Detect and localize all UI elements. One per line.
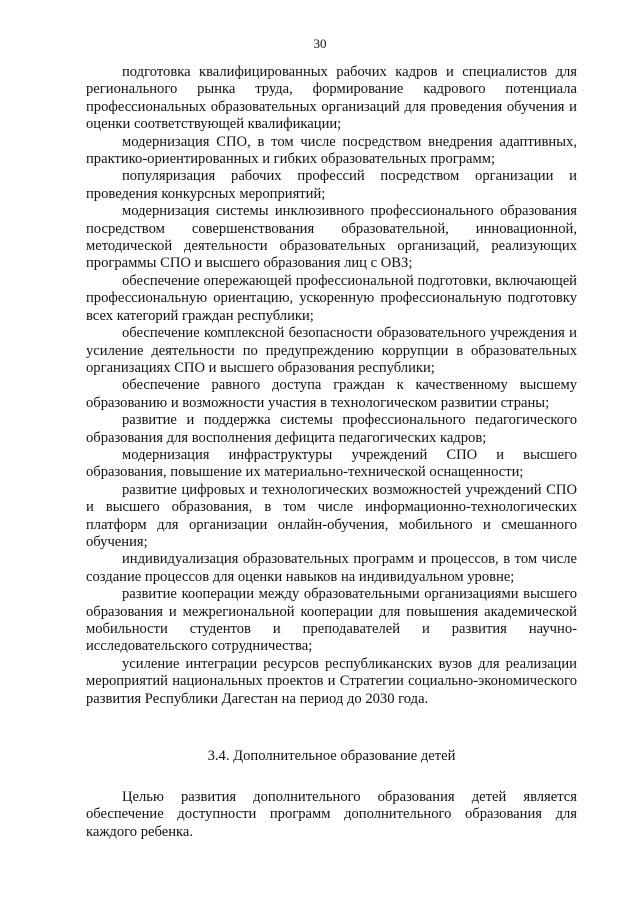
- section-paragraph: Целью развития дополнительного образования детей является обеспечение доступности программ дополнительного образования для каждого ребенка.: [86, 789, 577, 840]
- list-item: развитие кооперации между образовательными организациями высшего образования и межрегиональной кооперации для повышения академической мобильности студентов и преподавателей и развития научно-исследовательского сотрудничества;: [86, 586, 577, 655]
- list-item: усиление интеграции ресурсов республиканских вузов для реализации мероприятий национальных проектов и Стратегии социально-экономического развития Республики Дагестан на период до 2030 года.: [86, 655, 577, 707]
- section-body: [86, 789, 577, 841]
- list-item: обеспечение комплексной безопасности образовательного учреждения и усиление деятельности по предупреждению коррупции в образовательных организациях СПО и высшего образования республики;: [86, 325, 577, 376]
- list-item: модернизация системы инклюзивного профессионального образования посредством совершенствования образовательной, инновационной, методической деятельности образовательных организаций, реализующих программы СПО и высшего образования лиц с ОВЗ;: [86, 203, 577, 272]
- list-item: модернизация инфраструктуры учреждений СПО и высшего образования, повышение их материально-технической оснащенности;: [86, 446, 577, 481]
- list-item: развитие цифровых и технологических возможностей учреждений СПО и высшего образования, в том числе информационно-технологических платформ для организации онлайн-обучения, мобильного и смешанного обучения;: [86, 481, 577, 550]
- list-item: популяризация рабочих профессий посредством организации и проведения конкурсных мероприятий;: [86, 168, 577, 202]
- list-item: модернизация СПО, в том числе посредством внедрения адаптивных, практико-ориентированных и гибких образовательных программ;: [86, 133, 577, 168]
- page-number: 30: [313, 36, 327, 51]
- list-item: подготовка квалифицированных рабочих кадров и специалистов для регионального рынка труда, формирование кадрового потенциала профессиональных образовательных организаций для проведения обучения и оценки соответствующей квалификации;: [86, 64, 577, 133]
- list-item: обеспечение опережающей профессиональной подготовки, включающей профессиональную ориентацию, ускоренную профессиональную подготовку всех категорий граждан республики;: [86, 272, 577, 324]
- list-item: развитие и поддержка системы профессионального педагогического образования для восполнения дефицита педагогических кадров;: [86, 412, 577, 446]
- list-item: индивидуализация образовательных программ и процессов, в том числе создание процессов для оценки навыков на индивидуальном уровне;: [86, 551, 577, 585]
- section-heading: 3.4. Дополнительное образование детей: [207, 748, 456, 764]
- list-item: обеспечение равного доступа граждан к качественному высшему образованию и возможности участия в технологическом развитии страны;: [86, 377, 577, 411]
- measures-list: [86, 64, 577, 708]
